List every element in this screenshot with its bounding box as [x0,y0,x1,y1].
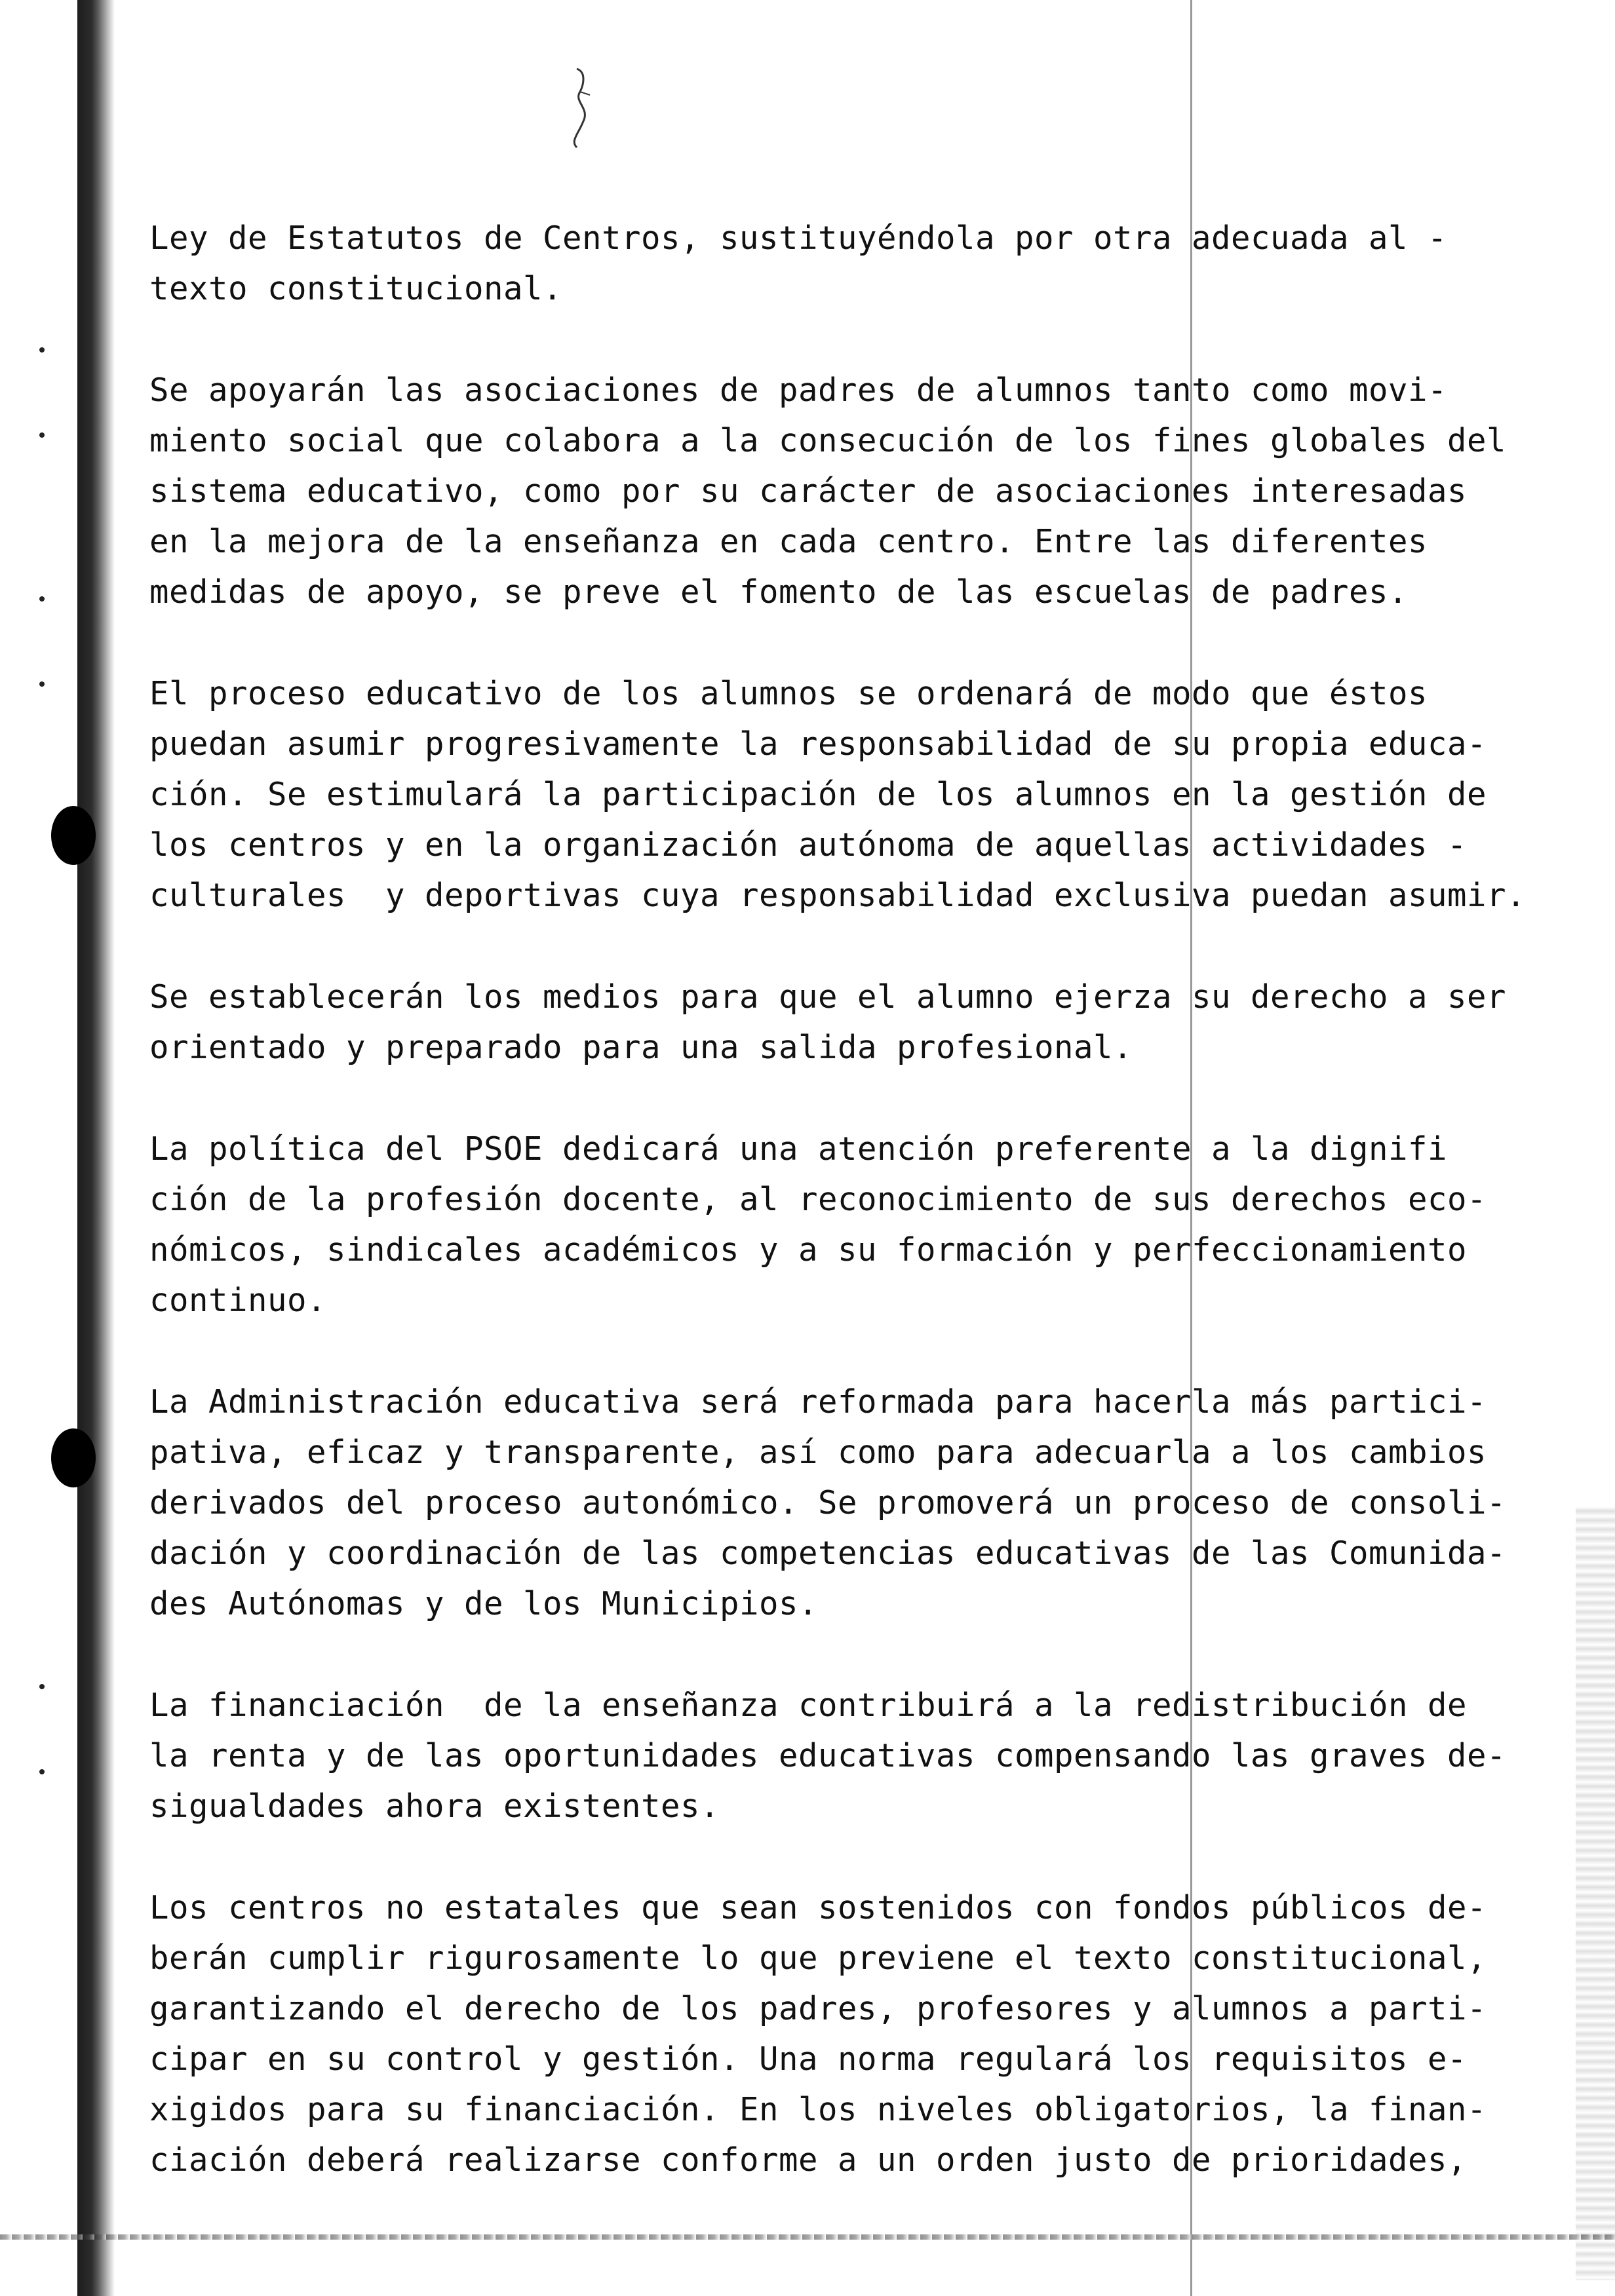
text-line: ciación deberá realizarse conforme a un orden justo de prioridades, [149,2141,1468,2179]
scan-right-edge [1576,1507,1615,2280]
paragraph-orientacion [149,972,1546,1073]
text-line: Se apoyarán las asociaciones de padres de alumnos tanto como movi- [149,372,1448,409]
text-line: La Administración educativa será reformada para hacerla más partici- [149,1383,1487,1421]
paragraph-asociaciones [149,365,1546,617]
text-line: nómicos, sindicales académicos y a su formación y perfeccionamiento [149,1231,1468,1269]
text-line: Ley de Estatutos de Centros, sustituyéndola por otra adecuada al - [149,220,1448,257]
text-line: garantizando el derecho de los padres, profesores y alumnos a parti- [149,1990,1487,2027]
text-line: culturales y deportivas cuya responsabilidad exclusiva puedan asumir. [149,877,1527,914]
text-line: La política del PSOE dedicará una atención preferente a la dignifi [149,1130,1448,1168]
scan-dot [39,432,45,438]
paragraph-administracion [149,1377,1546,1629]
text-line: berán cumplir rigurosamente lo que previene el texto constitucional, [149,1940,1487,1977]
paragraph-estatutos [149,213,1546,314]
text-line: continuo. [149,1282,327,1319]
scan-dot [39,347,45,353]
binding-hole-top [51,806,96,865]
scan-dot [39,1769,45,1774]
handwritten-mark-icon [564,62,610,154]
text-line: El proceso educativo de los alumnos se ordenará de modo que éstos [149,675,1428,712]
paragraph-profesion-docente [149,1124,1546,1326]
text-line: ción. Se estimulará la participación de los alumnos en la gestión de [149,776,1487,813]
text-line: puedan asumir progresivamente la responsabilidad de su propia educa- [149,725,1487,763]
scan-dot [39,596,45,602]
text-line: orientado y preparado para una salida profesional. [149,1029,1133,1066]
text-line: texto constitucional. [149,270,563,307]
paragraph-financiacion [149,1680,1546,1831]
scan-dot [39,1684,45,1689]
text-line: pativa, eficaz y transparente, así como para adecuarla a los cambios [149,1434,1487,1471]
text-line: miento social que colabora a la consecución de los fines globales del [149,422,1507,459]
text-line: sigualdades ahora existentes. [149,1788,720,1825]
text-line: Se establecerán los medios para que el alumno ejerza su derecho a ser [149,978,1507,1016]
text-line: los centros y en la organización autónoma de aquellas actividades - [149,826,1468,864]
scan-dot [39,681,45,687]
text-line: cipar en su control y gestión. Una norma regulará los requisitos e- [149,2040,1468,2078]
text-line: des Autónomas y de los Municipios. [149,1585,819,1622]
text-line: sistema educativo, como por su carácter de asociaciones interesadas [149,472,1468,510]
text-line: derivados del proceso autonómico. Se promoverá un proceso de consoli- [149,1484,1507,1521]
text-line: la renta y de las oportunidades educativas compensando las graves de- [149,1737,1507,1774]
text-line: Los centros no estatales que sean sostenidos con fondos públicos de- [149,1889,1487,1926]
binding-hole-bottom [51,1428,96,1487]
text-line: dación y coordinación de las competencias educativas de las Comunida- [149,1535,1507,1572]
paragraph-centros-no-estatales [149,1883,1546,2185]
text-line: ción de la profesión docente, al reconocimiento de sus derechos eco- [149,1181,1487,1218]
text-line: medidas de apoyo, se preve el fomento de las escuelas de padres. [149,573,1409,611]
document-body [149,213,1546,2236]
scan-binding-edge [0,0,131,2296]
text-line: La financiación de la enseñanza contribuirá a la redistribución de [149,1687,1468,1724]
paragraph-proceso-educativo [149,668,1546,921]
text-line: xigidos para su financiación. En los niveles obligatorios, la finan- [149,2091,1487,2128]
text-line: en la mejora de la enseñanza en cada centro. Entre las diferentes [149,523,1428,560]
